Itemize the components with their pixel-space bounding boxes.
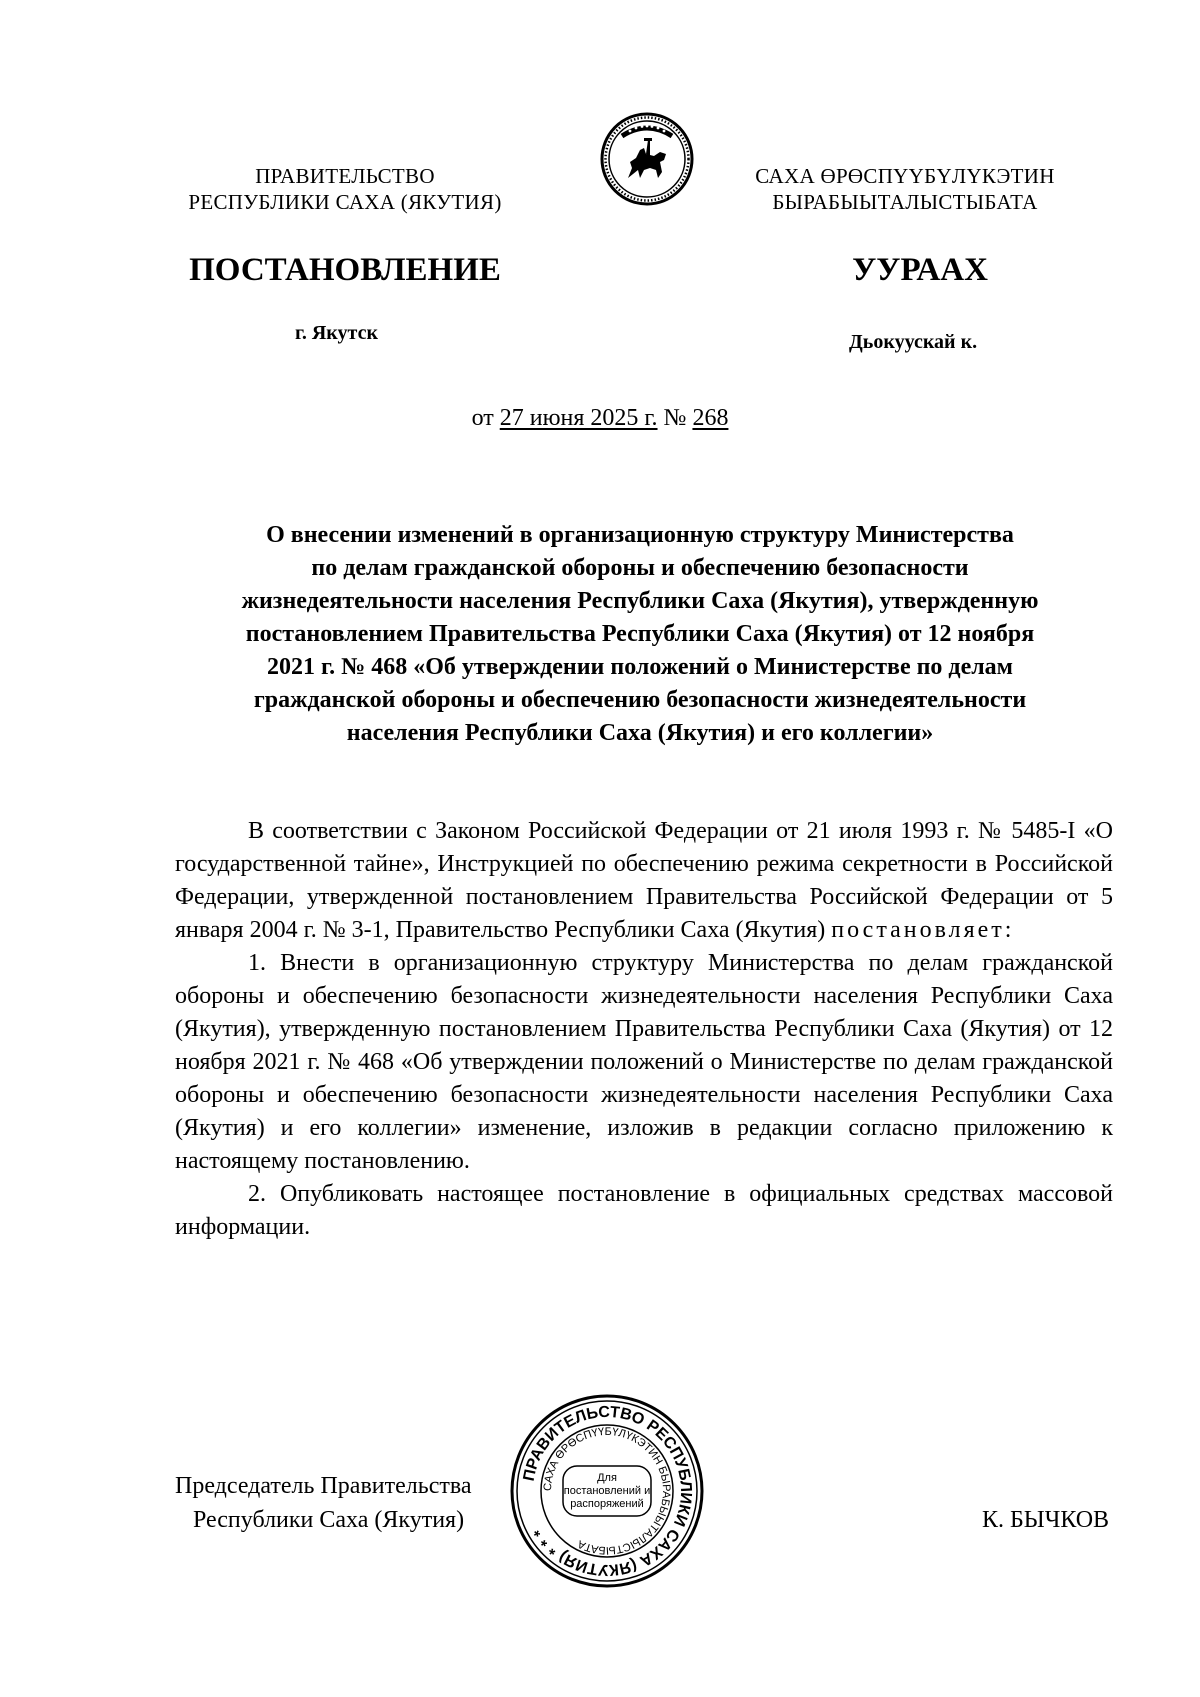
title-line: О внесении изменений в организационную структуру Министерства: [266, 522, 1014, 548]
item-1-paragraph: 1. Внести в организационную структуру Министерства по делам гражданской обороны и обеспечению безопасности жизнедеятельности населения Республики Саха (Якутия), утвержденную постановлением Правительства Республики Саха (Якутия) от 12 ноября 2021 г. № 468 «Об утверждении положений о Министерстве по делам гражданской обороны и обеспечению безопасности жизнедеятельности населения Республики Саха (Якутия) и его коллегии» изменение, изложив в редакции согласно приложению к настоящему постановлению.: [175, 950, 1113, 1174]
header-left-line2: РЕСПУБЛИКИ САХА (ЯКУТИЯ): [188, 190, 502, 214]
preamble-paragraph: [175, 815, 1113, 947]
city-ru: г. Якутск: [295, 322, 378, 344]
title-line: постановлением Правительства Республики Саха (Якутия) от 12 ноября: [245, 621, 1035, 647]
preamble-text: В соответствии с Законом Российской Федерации от 21 июля 1993 г. № 5485-I «О государственной тайне», Инструкцией по обеспечению режима секретности в Российской Федерации, утвержденной постановлением Правительства Российской Федерации от 5 января 2004 г. № 3-1, Правительство Республики Саха (Якутия): [175, 818, 1113, 943]
signatory-position-line1: Председатель Правительства: [175, 1473, 472, 1499]
doc-type-ru: ПОСТАНОВЛЕНИЕ: [189, 252, 501, 288]
title-line: по делам гражданской обороны и обеспечению безопасности: [311, 555, 969, 581]
title-line: жизнедеятельности населения Республики Саха (Якутия), утвержденную: [241, 588, 1039, 614]
dateline-number-sign: №: [663, 405, 687, 431]
dateline-prefix: от: [471, 405, 494, 431]
decree-word: постановляет:: [831, 917, 1015, 943]
header-right-line1: САХА ӨРӨСПҮҮБҮЛҮКЭТИН: [755, 164, 1055, 188]
title-line: 2021 г. № 468 «Об утверждении положений о Министерстве по делам: [266, 654, 1014, 680]
svg-text:ПРАВИТЕЛЬСТВО РЕСПУБЛИКИ САХА: ПРАВИТЕЛЬСТВО РЕСПУБЛИКИ САХА (ЯКУТИЯ) * * *: [520, 1403, 695, 1579]
doc-type-sakha: УУРААХ: [852, 252, 988, 288]
document-number: 268: [692, 405, 729, 431]
dateline: [0, 405, 1200, 432]
seal-center-line3: распоряжений: [570, 1498, 644, 1510]
seal-center-line1: Для: [597, 1472, 617, 1484]
document-body: [175, 815, 1113, 1244]
official-seal: [508, 1392, 706, 1590]
header-right-line2: БЫРАБЫЫТАЛЫСТЫБАТА: [772, 190, 1038, 214]
title-line: населения Республики Саха (Якутия) и его коллегии»: [346, 720, 934, 746]
signatory-position-line2: Республики Саха (Якутия): [193, 1507, 465, 1533]
header-left: [170, 163, 520, 215]
item-2-paragraph: 2. Опубликовать настоящее постановление в официальных средствах массовой информации.: [175, 1181, 1113, 1240]
svg-text:САХА ӨРӨСПҮҮБҮЛҮКЭТИН БЫРАБЫЫТ: САХА ӨРӨСПҮҮБҮЛҮКЭТИН БЫРАБЫЫТАЛЫСТЫБАТА: [541, 1425, 673, 1557]
header-right: [735, 163, 1075, 215]
title-line: гражданской обороны и обеспечению безопасности жизнедеятельности: [253, 687, 1027, 713]
city-sakha: Дьокуускай к.: [849, 331, 978, 353]
seal-center-text: [563, 1472, 651, 1511]
seal-center-line2: постановлений и: [563, 1485, 651, 1497]
signatory-name: К. БЫЧКОВ: [982, 1507, 1110, 1533]
document-title: [175, 519, 1105, 750]
republic-emblem-icon: [600, 112, 694, 206]
header-left-line1: ПРАВИТЕЛЬСТВО: [255, 164, 435, 188]
document-date: 27 июня 2025 г.: [499, 405, 658, 431]
